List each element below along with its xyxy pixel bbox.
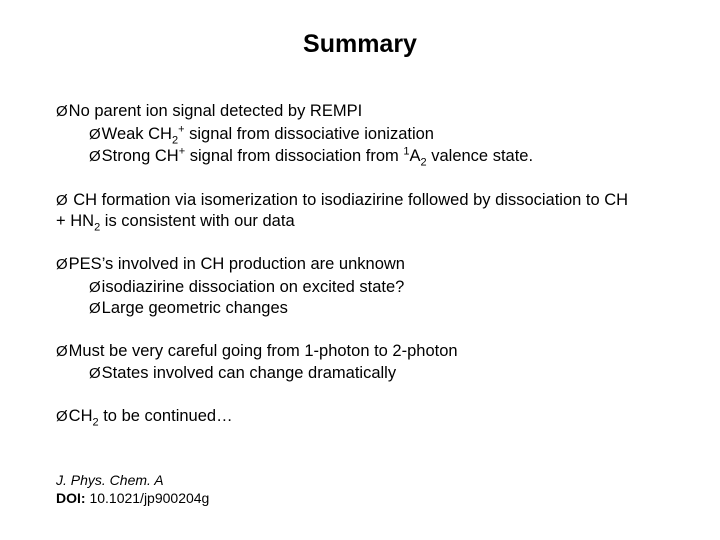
arrow-bullet-icon: Ø [89, 279, 101, 296]
arrow-bullet-icon: Ø [89, 148, 101, 165]
bullet-pes-unknown: ØPES’s involved in CH production are unknown [56, 255, 405, 273]
arrow-bullet-icon: Ø [89, 300, 101, 317]
arrow-bullet-icon: Ø [56, 343, 68, 360]
arrow-bullet-icon: Ø [56, 408, 68, 425]
arrow-bullet-icon: Ø [56, 103, 68, 120]
bullet-careful-photon: ØMust be very careful going from 1-photon to 2-photon [56, 342, 458, 360]
slide-title: Summary [303, 30, 417, 58]
bullet-ch2-continued: $ØCH_2$ to be continued… [56, 407, 233, 429]
subbullet-weak-ch2: ØWeak $CH_2^+$ signal from dissociative ionization [89, 123, 434, 147]
bullet-no-parent-ion: ØNo parent ion signal detected by REMPI [56, 102, 363, 120]
arrow-bullet-icon: Ø [56, 256, 68, 273]
subbullet-states-change: ØStates involved can change dramatically [89, 364, 397, 382]
arrow-bullet-icon: Ø [89, 126, 101, 143]
arrow-bullet-icon: Ø [89, 365, 101, 382]
reference-doi: DOI: 10.1021/jp900204g [56, 490, 210, 506]
arrow-bullet-icon: Ø [56, 192, 68, 209]
bullet-ch-formation: Ø CH formation via isomerization to isodiazirine followed by dissociation to CH [56, 191, 629, 209]
subbullet-geometric-changes: ØLarge geometric changes [89, 299, 288, 317]
reference-journal: J. Phys. Chem. A [56, 472, 164, 488]
bullet-ch-formation-cont: + $HN_2$ is consistent with our data [56, 212, 295, 234]
subbullet-isodiazirine: Øisodiazirine dissociation on excited state? [89, 278, 405, 296]
subbullet-strong-ch: ØStrong CH+ signal from dissociation from $^1A_2$ valence state. [89, 145, 534, 169]
